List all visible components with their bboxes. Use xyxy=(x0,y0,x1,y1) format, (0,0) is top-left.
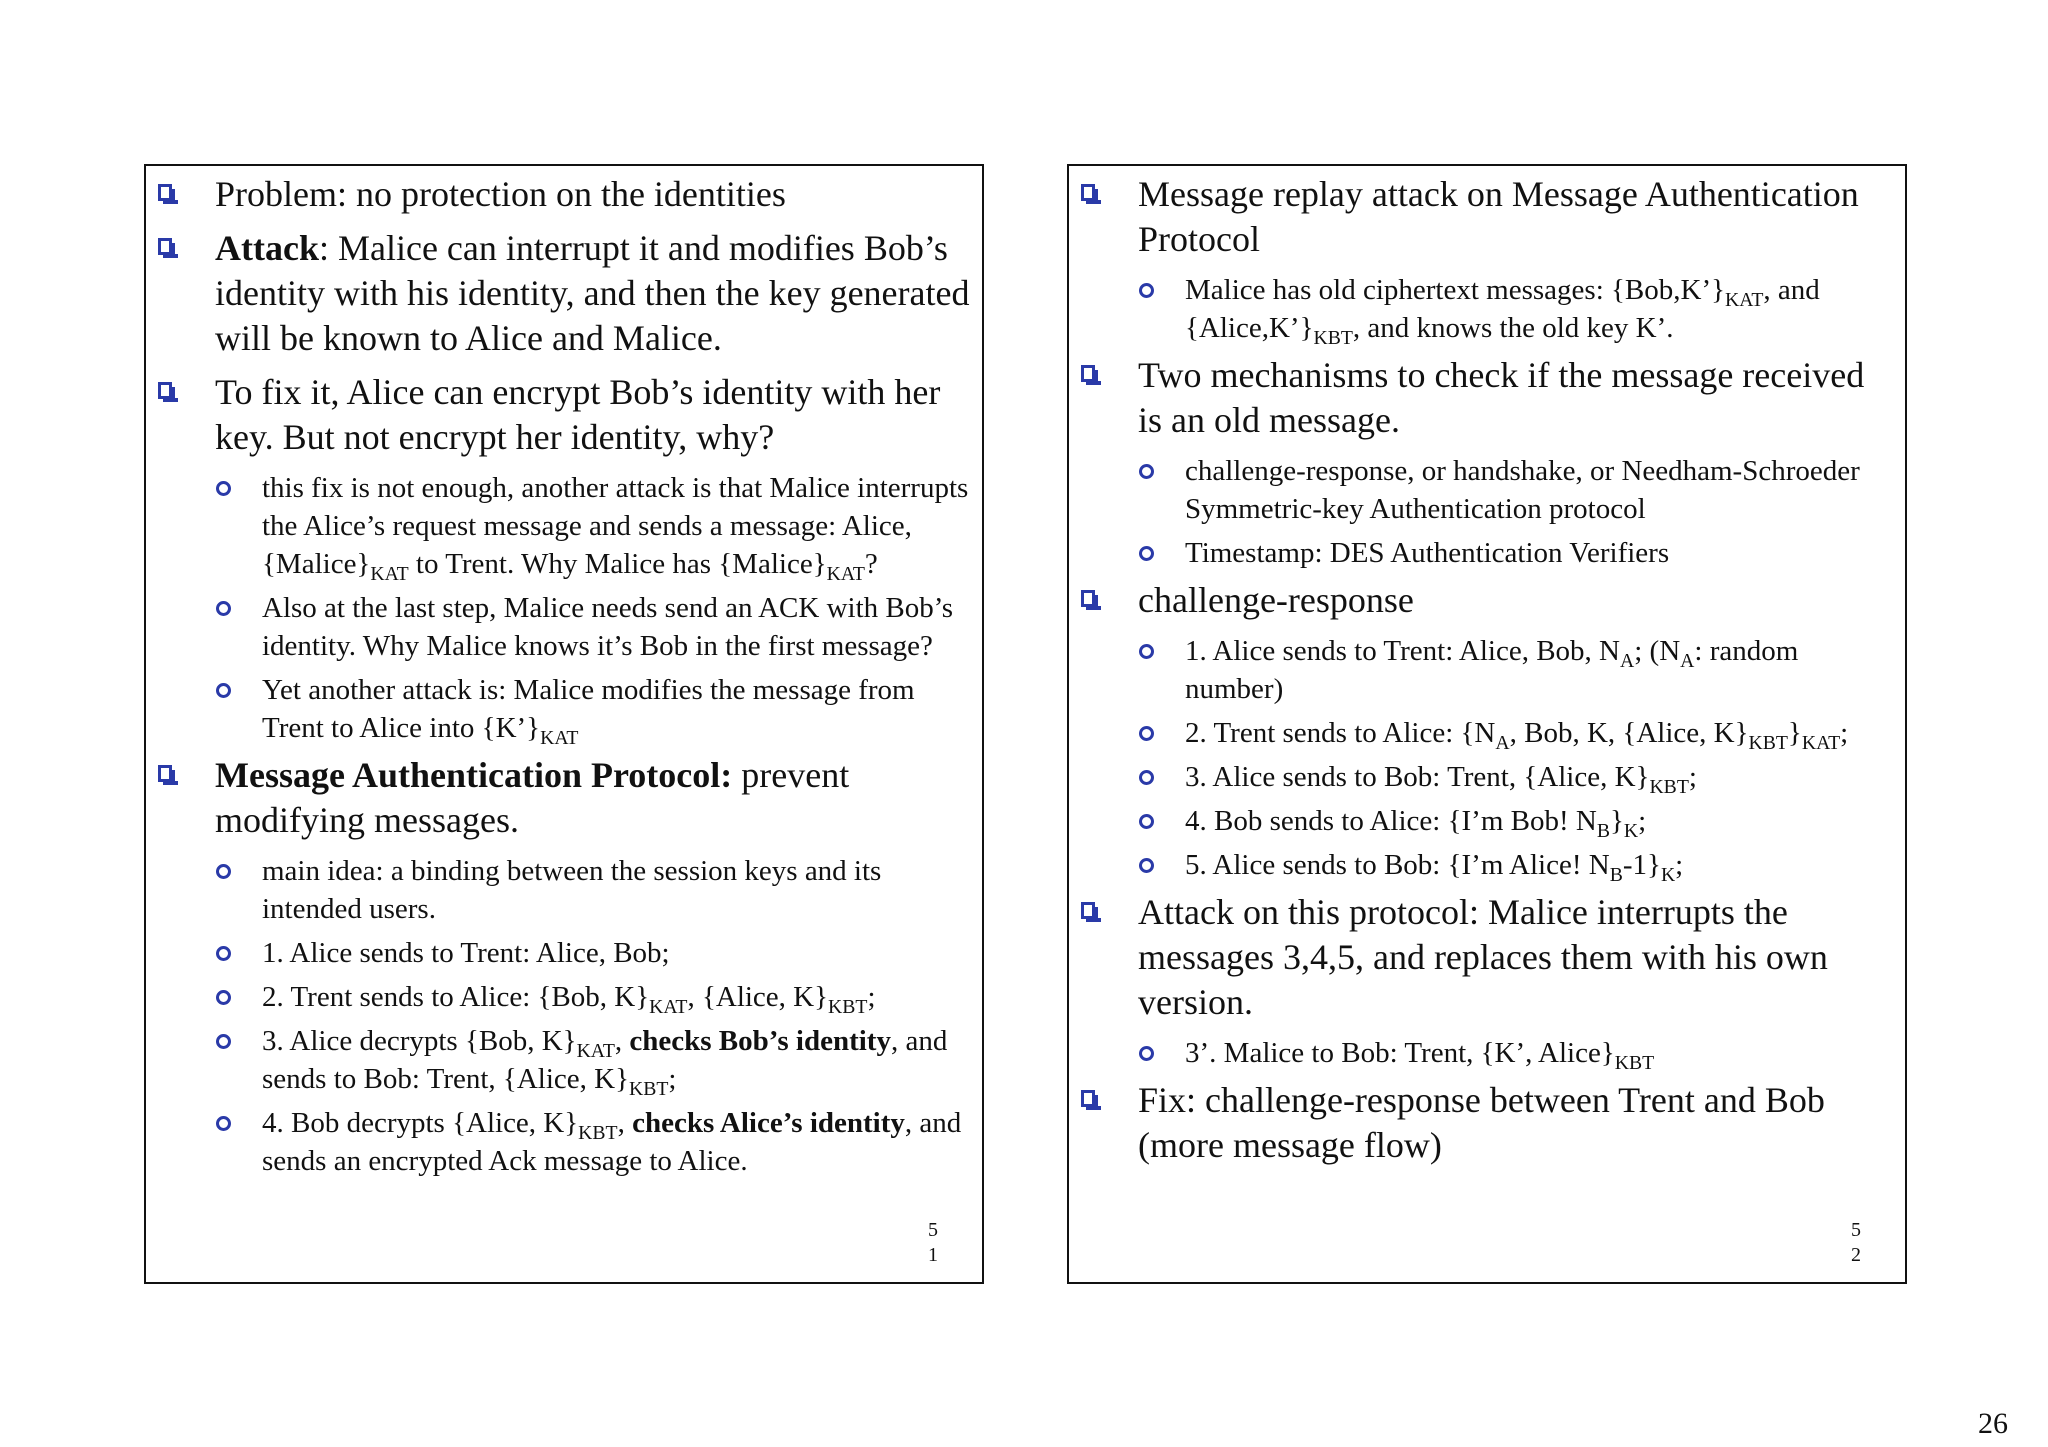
square-bullet-icon xyxy=(1081,902,1095,919)
sub-bullet-timestamp: Timestamp: DES Authentication Verifiers xyxy=(1081,534,1897,572)
bullet-two-mechanisms: Two mechanisms to check if the message received is an old message. xyxy=(1081,353,1897,443)
slide-52 xyxy=(1067,164,1907,1284)
circle-bullet-icon xyxy=(216,1034,231,1049)
sub-bullet-cr-step-2: 2. Trent sends to Alice: {$N_A$, Bob, K, {Alice, $K\}_{KBT}\}_{KAT}$; xyxy=(1081,714,1897,752)
circle-bullet-icon xyxy=(216,683,231,698)
sub-bullet-step-4: 4. Bob decrypts {Alice, $K\}_{KBT}$, checks Alice’s identity, and sends an encrypted Ack message to Alice. xyxy=(158,1104,974,1180)
sub-bullet-handshake: challenge-response, or handshake, or Needham-Schroeder Symmetric-key Authentication protocol xyxy=(1081,452,1897,528)
bullet-attack-on-protocol: Attack on this protocol: Malice interrupts the messages 3,4,5, and replaces them with his own version. xyxy=(1081,890,1897,1025)
circle-bullet-icon xyxy=(1139,858,1154,873)
circle-bullet-icon xyxy=(216,864,231,879)
circle-bullet-icon xyxy=(1139,770,1154,785)
circle-bullet-icon xyxy=(1139,814,1154,829)
square-bullet-icon xyxy=(1081,365,1095,382)
circle-bullet-icon xyxy=(1139,1046,1154,1061)
square-bullet-icon xyxy=(158,765,172,782)
sub-bullet-cr-step-1: 1. Alice sends to Trent: Alice, Bob, $N_A$; ($N_A$: random number) xyxy=(1081,632,1897,708)
sub-bullet-old-ciphertext: Malice has old ciphertext messages: $\{Bob,K’\}_{KAT}$, and $\{Alice,K’\}_{KBT}$, and knows the old key K’. xyxy=(1081,271,1897,347)
square-bullet-icon xyxy=(1081,184,1095,201)
circle-bullet-icon xyxy=(1139,644,1154,659)
document-page-number: 26 xyxy=(1978,1407,2008,1440)
sub-bullet-cr-step-4: 4. Bob sends to Alice: {I’m Bob! $N_B\}_K$; xyxy=(1081,802,1897,840)
bullet-fix: To fix it, Alice can encrypt Bob’s identity with her key. But not encrypt her identity, why? xyxy=(158,370,974,460)
square-bullet-icon xyxy=(158,382,172,399)
bullet-attack: Attack: Malice can interrupt it and modifies Bob’s identity with his identity, and then the key generated will be known to Alice and Malice. xyxy=(158,226,974,361)
bullet-replay-attack: Message replay attack on Message Authentication Protocol xyxy=(1081,172,1897,262)
circle-bullet-icon xyxy=(1139,283,1154,298)
circle-bullet-icon xyxy=(216,946,231,961)
circle-bullet-icon xyxy=(1139,546,1154,561)
circle-bullet-icon xyxy=(216,1116,231,1131)
sub-bullet-cr-step-3: 3. Alice sends to Bob: Trent, {Alice, $K\}_{KBT}$; xyxy=(1081,758,1897,796)
bullet-challenge-response: challenge-response xyxy=(1081,578,1897,623)
bullet-fix-challenge-response: Fix: challenge-response between Trent and Bob (more message flow) xyxy=(1081,1078,1897,1168)
square-bullet-icon xyxy=(158,238,172,255)
sub-bullet-cr-step-5: 5. Alice sends to Bob: {I’m Alice! $N_B-1\}_K$; xyxy=(1081,846,1897,884)
sub-bullet-step-1: 1. Alice sends to Trent: Alice, Bob; xyxy=(158,934,974,972)
circle-bullet-icon xyxy=(216,481,231,496)
sub-bullet-another-attack: Yet another attack is: Malice modifies the message from Trent to Alice into $\{K’\}_{KAT}$ xyxy=(158,671,974,747)
sub-bullet-step-3: 3. Alice decrypts {Bob, $K\}_{KAT}$, checks Bob’s identity, and sends to Bob: Trent, {Alice, $K\}_{KBT}$; xyxy=(158,1022,974,1098)
slide-page-number: 5 2 xyxy=(1851,1219,1861,1266)
circle-bullet-icon xyxy=(216,601,231,616)
sub-bullet-step-2: 2. Trent sends to Alice: {Bob, $K\}_{KAT}$, {Alice, $K\}_{KBT}$; xyxy=(158,978,974,1016)
square-bullet-icon xyxy=(1081,590,1095,607)
sub-bullet-fix-not-enough: this fix is not enough, another attack is that Malice interrupts the Alice’s request message and sends a message: Alice, $\{Malice\}_{KAT}$ to Trent. Why Malice has $\{Malice\}_{KAT}$? xyxy=(158,469,974,583)
circle-bullet-icon xyxy=(1139,726,1154,741)
slide-51 xyxy=(144,164,984,1284)
square-bullet-icon xyxy=(158,184,172,201)
bullet-message-auth-protocol: Message Authentication Protocol: prevent modifying messages. xyxy=(158,753,974,843)
slide-page-number: 5 1 xyxy=(928,1219,938,1266)
bullet-problem: Problem: no protection on the identities xyxy=(158,172,974,217)
circle-bullet-icon xyxy=(216,990,231,1005)
sub-bullet-ack-step: Also at the last step, Malice needs send an ACK with Bob’s identity. Why Malice knows it’s Bob in the first message? xyxy=(158,589,974,665)
sub-bullet-malice-to-bob: 3’. Malice to Bob: Trent, {K’, $Alice\}_{KBT}$ xyxy=(1081,1034,1897,1072)
square-bullet-icon xyxy=(1081,1090,1095,1107)
sub-bullet-main-idea: main idea: a binding between the session keys and its intended users. xyxy=(158,852,974,928)
circle-bullet-icon xyxy=(1139,464,1154,479)
